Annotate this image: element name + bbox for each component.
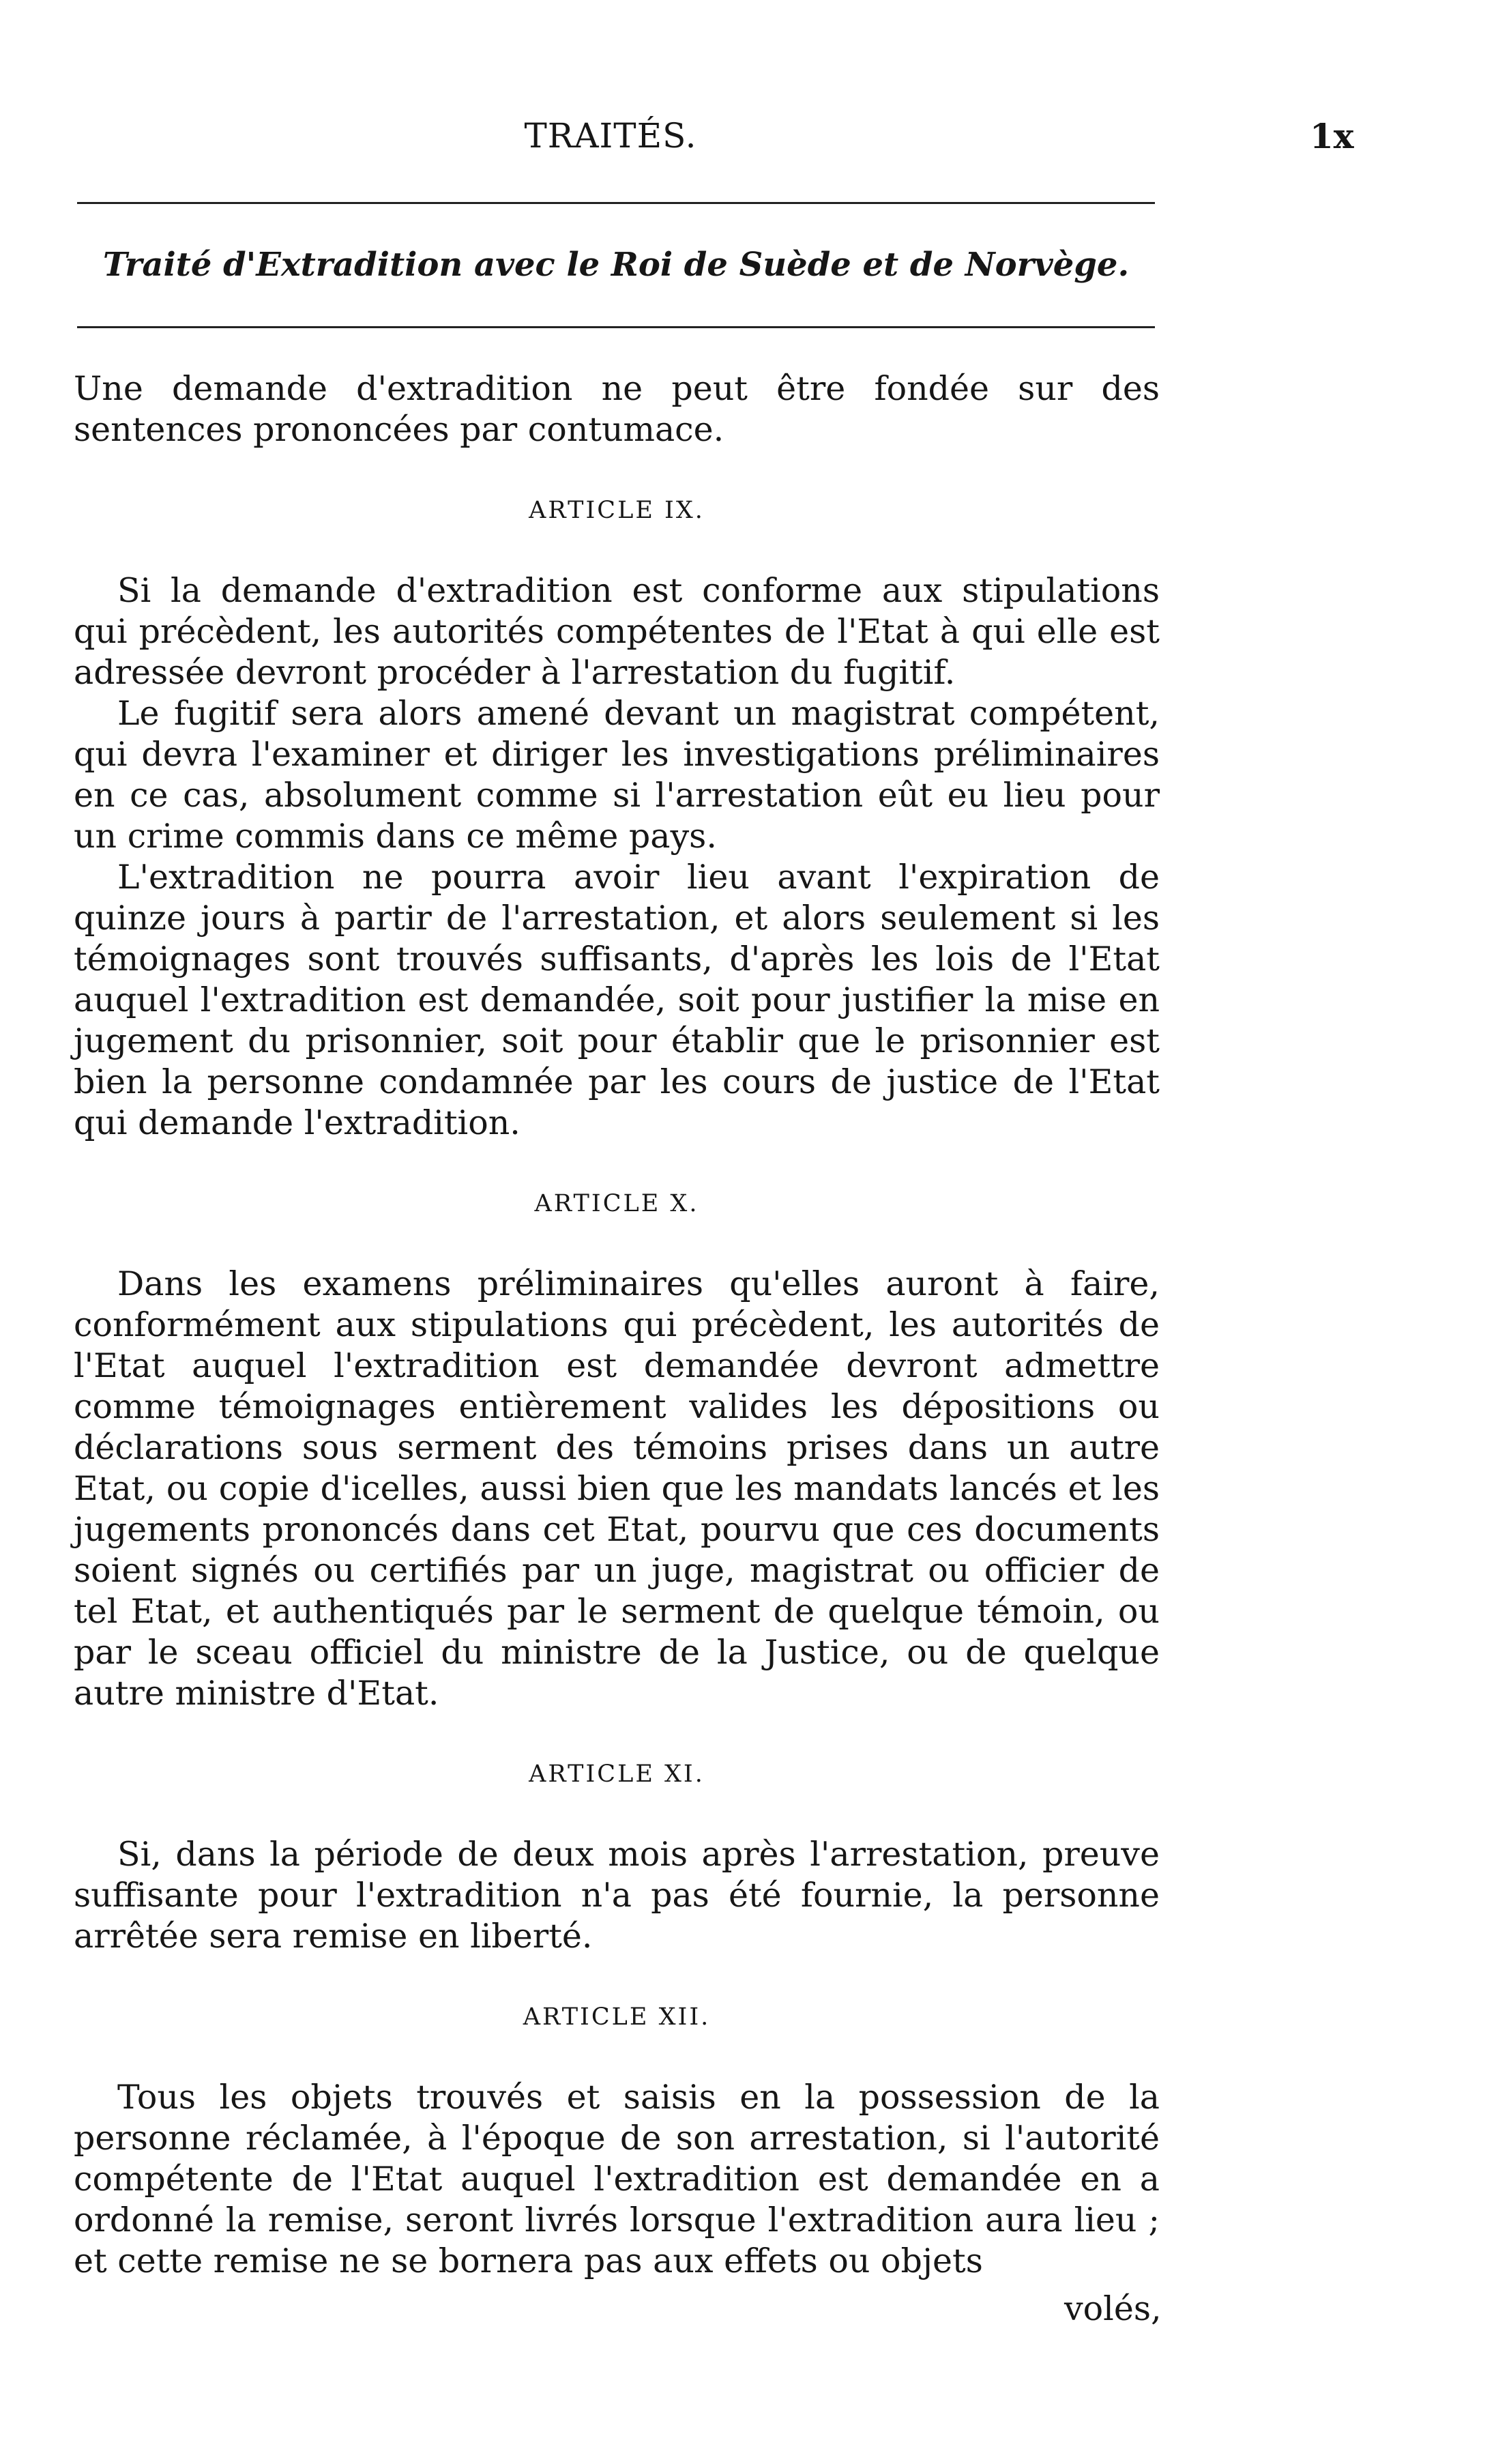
running-title: TRAITÉS. [524, 116, 697, 156]
catchword: volés, [1064, 2289, 1162, 2328]
treaty-title: Traité d'Extradition avec le Roi de Suède et de Norvège. [102, 246, 1130, 284]
article-x-paragraph-1: Dans les examens préliminaires qu'elles auront à faire, conformément aux stipulations qui précèdent, les autorités de l'Etat auquel l'extradition est demandée devront admettre comme témoignages entièrement valides les dépositions ou déclarations sous serment des témoins prises dans un autre Etat, ou copie d'icelles, aussi bien que les mandats lancés et les jugements prononcés dans cet Etat, pourvu que ces documents soient signés ou certifiés par un juge, magistrat ou officier de tel Etat, et authentiqués par le serment de quelque témoin, ou par le sceau officiel du ministre de la Justice, ou de quelque autre ministre d'Etat. [74, 1264, 1160, 1713]
article-xii-paragraph-1: Tous les objets trouvés et saisis en la possession de la personne réclamée, à l'époque de son arrestation, si l'autorité compétente de l'Etat auquel l'extradition est demandée en a ordonné la remise, seront livrés lorsque l'extradition aura lieu ; et cette remise ne se bornera pas aux effets ou objets [74, 2078, 1160, 2280]
article-ix-paragraph-2: Le fugitif sera alors amené devant un magistrat compétent, qui devra l'examiner et diriger les investigations préliminaires en ce cas, absolument comme si l'arrestation eût eu lieu pour un crime commis dans ce même pays. [74, 694, 1160, 856]
opening-paragraph: Une demande d'extradition ne peut être fondée sur des sentences prononcées par contumace. [74, 369, 1160, 449]
bottom-rule [77, 326, 1155, 328]
body-text [74, 368, 1160, 2282]
page-number: 1x [1310, 116, 1354, 156]
article-ix-paragraph-1: Si la demande d'extradition est conforme aux stipulations qui précèdent, les autorités compétentes de l'Etat à qui elle est adressée devront procéder à l'arrestation du fugitif. [74, 571, 1160, 692]
article-heading-xi: ARTICLE XI. [529, 1760, 705, 1788]
article-heading-xii: ARTICLE XII. [523, 2003, 711, 2031]
article-heading-x: ARTICLE X. [534, 1190, 699, 1217]
article-ix-paragraph-3: L'extradition ne pourra avoir lieu avant l'expiration de quinze jours à partir de l'arrestation, et alors seulement si les témoignages sont trouvés suffisants, d'après les lois de l'Etat auquel l'extradition est demandée, soit pour justifier la mise en jugement du prisonnier, soit pour établir que le prisonnier est bien la personne condamnée par les cours de justice de l'Etat qui demande l'extradition. [74, 858, 1160, 1142]
article-xi-paragraph-1: Si, dans la période de deux mois après l'arrestation, preuve suffisante pour l'extradition n'a pas été fournie, la personne arrêtée sera remise en liberté. [74, 1835, 1160, 1956]
article-heading-ix: ARTICLE IX. [529, 497, 705, 524]
top-rule [77, 202, 1155, 204]
